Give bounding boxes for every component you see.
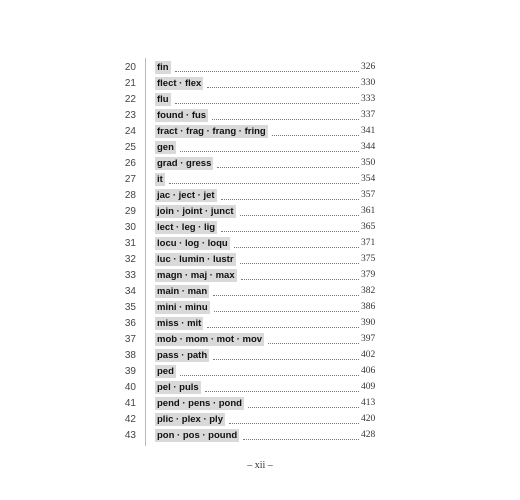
chapter-title: fin (157, 62, 169, 73)
chapter-number: 32 (124, 254, 136, 265)
page-number: 371 (361, 238, 376, 248)
chapter-number: 29 (124, 206, 136, 217)
toc-entry-line (155, 365, 377, 378)
chapter-title: lect · leg · lig (157, 222, 216, 233)
page-number: 397 (361, 334, 376, 344)
page-number: 344 (361, 142, 376, 152)
chapter-title: luc · lumin · lustr (157, 254, 234, 265)
page-number: 413 (361, 398, 376, 408)
toc-entry-line (155, 285, 377, 298)
page-number: 402 (361, 350, 376, 360)
dot-leader (243, 431, 359, 440)
dot-leader (175, 63, 359, 72)
page-number: 350 (361, 158, 376, 168)
page-number: 409 (361, 382, 376, 392)
toc-entry-line (155, 77, 377, 90)
chapter-title: magn · maj · max (157, 270, 235, 281)
chapter-number: 40 (124, 382, 136, 393)
chapter-number: 33 (124, 270, 136, 281)
chapter-title: mob · mom · mot · mov (157, 334, 263, 345)
dot-leader (214, 303, 359, 312)
chapter-title: gen (157, 142, 174, 153)
page-number: 386 (361, 302, 376, 312)
dot-leader (169, 175, 359, 184)
toc-row (0, 124, 520, 140)
page-number: 330 (361, 78, 376, 88)
toc-row (0, 268, 520, 284)
chapter-title: jac · ject · jet (157, 190, 215, 201)
toc-entry-line (155, 173, 377, 186)
chapter-number: 28 (124, 190, 136, 201)
chapter-number: 27 (124, 174, 136, 185)
chapter-title: ped (157, 366, 174, 377)
toc-entry-line (155, 413, 377, 426)
dot-leader (207, 79, 359, 88)
chapter-title: pass · path (157, 350, 208, 361)
dot-leader (180, 367, 359, 376)
toc-row (0, 204, 520, 220)
toc-row (0, 316, 520, 332)
page-number: 390 (361, 318, 376, 328)
toc-entry-line (155, 141, 377, 154)
chapter-number: 21 (124, 78, 136, 89)
toc-row (0, 300, 520, 316)
chapter-title: pend · pens · pond (157, 398, 242, 409)
toc-row (0, 60, 520, 76)
chapter-number: 34 (124, 286, 136, 297)
page-number: 357 (361, 190, 376, 200)
dot-leader (217, 159, 359, 168)
toc-row (0, 172, 520, 188)
page-number: 337 (361, 110, 376, 120)
chapter-number: 38 (124, 350, 136, 361)
toc-row (0, 380, 520, 396)
page-number: 406 (361, 366, 376, 376)
toc-row (0, 188, 520, 204)
chapter-title: flect · flex (157, 78, 202, 89)
toc-row (0, 348, 520, 364)
chapter-number: 31 (124, 238, 136, 249)
toc-entry-line (155, 301, 377, 314)
toc-entry-line (155, 429, 377, 442)
toc-entry-line (155, 269, 377, 282)
page-number: 354 (361, 174, 376, 184)
dot-leader (213, 351, 359, 360)
toc-entry-line (155, 317, 377, 330)
toc-entry-line (155, 109, 377, 122)
chapter-number: 42 (124, 414, 136, 425)
toc-entry-line (155, 157, 377, 170)
chapter-title: fract · frag · frang · fring (157, 126, 266, 137)
page-folio: – xii – (247, 460, 273, 471)
chapter-title: flu (157, 94, 169, 105)
toc-row (0, 284, 520, 300)
toc-row (0, 412, 520, 428)
chapter-title: plic · plex · ply (157, 414, 223, 425)
chapter-number: 35 (124, 302, 136, 313)
chapter-number: 43 (124, 430, 136, 441)
page-number: 428 (361, 430, 376, 440)
toc-row (0, 220, 520, 236)
toc-row (0, 76, 520, 92)
dot-leader (241, 271, 359, 280)
toc-row (0, 396, 520, 412)
toc-entry-line (155, 93, 377, 106)
toc-row (0, 236, 520, 252)
chapter-number: 30 (124, 222, 136, 233)
chapter-number: 36 (124, 318, 136, 329)
chapter-number: 22 (124, 94, 136, 105)
chapter-number: 20 (124, 62, 136, 73)
chapter-number: 24 (124, 126, 136, 137)
toc-entry-line (155, 61, 377, 74)
chapter-title: grad · gress (157, 158, 212, 169)
dot-leader (229, 415, 359, 424)
dot-leader (234, 239, 359, 248)
dot-leader (240, 207, 359, 216)
chapter-number: 41 (124, 398, 136, 409)
toc-entry-line (155, 397, 377, 410)
chapter-number: 26 (124, 158, 136, 169)
page-number: 420 (361, 414, 376, 424)
chapter-number: 23 (124, 110, 136, 121)
page-number: 375 (361, 254, 376, 264)
page-number: 341 (361, 126, 376, 136)
toc-entry-line (155, 189, 377, 202)
chapter-number: 37 (124, 334, 136, 345)
chapter-title: join · joint · junct (157, 206, 234, 217)
toc-row (0, 108, 520, 124)
dot-leader (248, 399, 359, 408)
dot-leader (213, 287, 359, 296)
dot-leader (175, 95, 359, 104)
chapter-title: locu · log · loqu (157, 238, 228, 249)
chapter-number: 25 (124, 142, 136, 153)
page-number: 365 (361, 222, 376, 232)
chapter-title: it (157, 174, 163, 185)
toc-row (0, 364, 520, 380)
page-number: 382 (361, 286, 376, 296)
chapter-title: pel · puls (157, 382, 199, 393)
page-number: 379 (361, 270, 376, 280)
toc-row (0, 332, 520, 348)
page-number: 333 (361, 94, 376, 104)
chapter-title: mini · minu (157, 302, 208, 313)
dot-leader (221, 191, 359, 200)
toc-entry-line (155, 205, 377, 218)
toc-entry-line (155, 237, 377, 250)
toc-row (0, 156, 520, 172)
dot-leader (221, 223, 359, 232)
dot-leader (205, 383, 359, 392)
toc-row (0, 428, 520, 444)
dot-leader (207, 319, 359, 328)
toc-entry-line (155, 349, 377, 362)
toc-entry-line (155, 381, 377, 394)
toc-entry-line (155, 333, 377, 346)
chapter-number: 39 (124, 366, 136, 377)
chapter-title: main · man (157, 286, 208, 297)
toc-entry-line (155, 253, 377, 266)
toc-row (0, 140, 520, 156)
page-number: 326 (361, 62, 376, 72)
chapter-title: miss · mit (157, 318, 202, 329)
chapter-title: found · fus (157, 110, 207, 121)
dot-leader (268, 335, 359, 344)
dot-leader (180, 143, 359, 152)
dot-leader (212, 111, 359, 120)
toc-row (0, 252, 520, 268)
toc-row (0, 92, 520, 108)
dot-leader (240, 255, 359, 264)
page-number: 361 (361, 206, 376, 216)
toc-entry-line (155, 221, 377, 234)
dot-leader (272, 127, 359, 136)
toc-list (0, 60, 520, 444)
toc-entry-line (155, 125, 377, 138)
chapter-title: pon · pos · pound (157, 430, 238, 441)
